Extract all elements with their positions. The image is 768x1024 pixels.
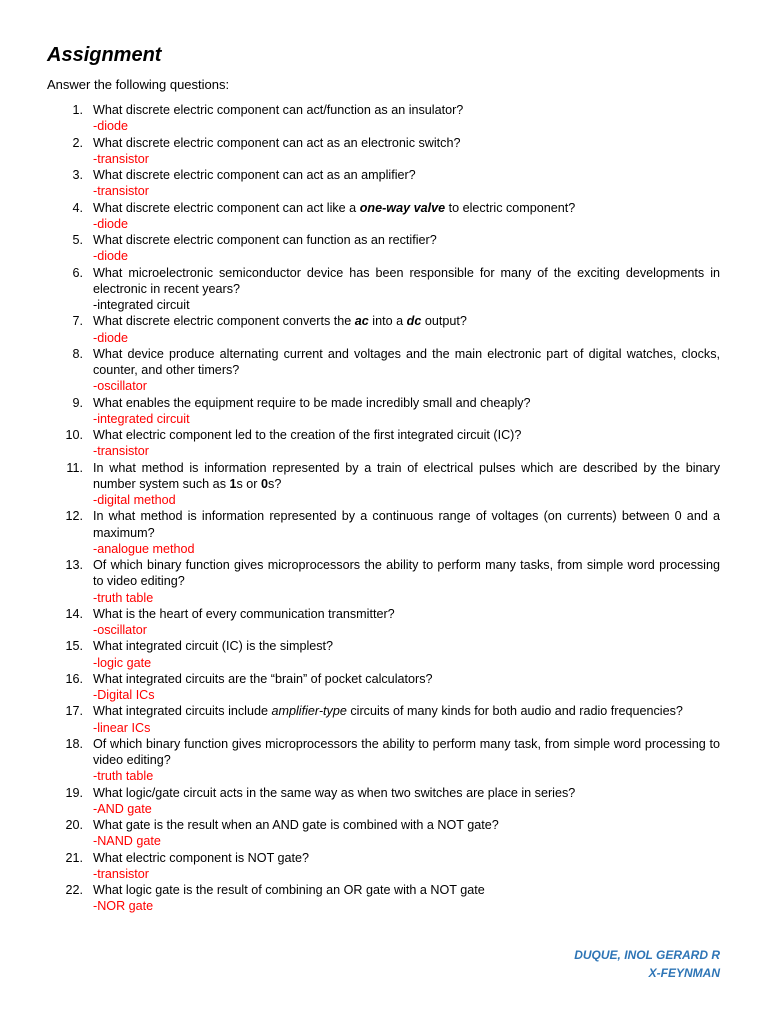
question-number: 1. <box>72 103 83 117</box>
question-text <box>93 167 720 183</box>
question-item <box>47 638 720 671</box>
question-item <box>47 346 720 395</box>
question-item <box>47 102 720 135</box>
question-text-run: output? <box>421 314 467 329</box>
answer-text: -truth table <box>93 769 154 784</box>
question-text <box>93 671 720 687</box>
question-text-run: What discrete electric component can act as an amplifier? <box>93 168 416 182</box>
question-text-run: What discrete electric component can function as an rectifier? <box>93 233 437 247</box>
question-text-run: What discrete electric component can act/function as an insulator? <box>93 103 464 117</box>
question-text <box>93 508 720 541</box>
question-number: 19. <box>65 785 83 800</box>
question-item <box>47 508 720 557</box>
question-text-run: What electric component led to the creation of the first integrated circuit (IC)? <box>93 428 522 442</box>
question-text <box>93 265 720 298</box>
student-section: X-FEYNMAN <box>648 966 720 980</box>
question-text-run: Of which binary function gives microprocessors the ability to perform many tasks, from simple word processing to video editing? <box>93 558 720 589</box>
question-number: 14. <box>65 606 83 621</box>
answer-text: -integrated circuit <box>93 411 190 426</box>
question-text-run: What device produce alternating current and voltages and the main electronic part of digital watches, clocks, counter, and other timers? <box>93 346 720 377</box>
question-item <box>47 135 720 168</box>
question-text-run: What enables the equipment require to be made incredibly small and cheaply? <box>93 395 531 410</box>
question-text-run: What integrated circuit (IC) is the simplest? <box>93 639 334 654</box>
question-text <box>93 606 720 622</box>
question-text-run: 0 <box>261 476 269 491</box>
answer-text: -Digital ICs <box>93 688 155 702</box>
answer-text: -diode <box>93 249 129 264</box>
question-text-run: What integrated circuits are the “brain” of pocket calculators? <box>93 671 433 686</box>
question-text-run: What discrete electric component can act like a <box>93 200 360 215</box>
question-text <box>93 346 720 379</box>
question-number: 18. <box>65 736 83 751</box>
answer-text: -transistor <box>93 151 149 166</box>
question-item <box>47 817 720 850</box>
question-number: 9. <box>72 395 83 410</box>
question-item <box>47 606 720 639</box>
answer-text: -NOR gate <box>93 899 154 914</box>
question-text-run: What is the heart of every communication transmitter? <box>93 606 395 621</box>
question-text-run: What gate is the result when an AND gate is combined with a NOT gate? <box>93 818 499 832</box>
question-item <box>47 671 720 704</box>
question-text-run: into a <box>368 314 407 329</box>
answer-text: -diode <box>93 330 129 345</box>
question-item <box>47 167 720 200</box>
question-number: 4. <box>72 200 83 215</box>
answer-text: -NAND gate <box>93 834 161 849</box>
question-number: 7. <box>72 314 83 329</box>
answer-text: -diode <box>93 119 129 134</box>
answer-text: -AND gate <box>93 801 152 816</box>
question-text-run: amplifier-type <box>271 704 347 719</box>
question-text <box>93 313 720 329</box>
question-number: 8. <box>72 346 83 361</box>
question-text <box>93 703 720 719</box>
question-item <box>47 460 720 509</box>
question-text <box>93 850 720 866</box>
question-text-run: In what method is information represented by a train of electrical pulses which are described by the binary number system such as <box>93 460 720 491</box>
question-item <box>47 200 720 233</box>
question-number: 2. <box>72 135 83 150</box>
question-text <box>93 736 720 769</box>
page-title: Assignment <box>47 44 162 66</box>
question-text <box>93 460 720 493</box>
question-text <box>93 817 720 833</box>
question-item <box>47 850 720 883</box>
question-number: 13. <box>65 558 83 572</box>
question-text <box>93 427 720 443</box>
question-text-run: dc <box>406 314 422 329</box>
question-number: 17. <box>65 704 83 719</box>
question-number: 5. <box>72 233 83 247</box>
question-item <box>47 785 720 818</box>
question-text-run: s or <box>236 476 261 491</box>
answer-text: -transistor <box>93 444 149 459</box>
student-name: DUQUE, INOL GERARD R <box>574 948 720 962</box>
question-text <box>93 135 720 151</box>
answer-text: -transistor <box>93 184 149 199</box>
answer-text: -linear ICs <box>93 720 151 735</box>
answer-text: -truth table <box>93 590 154 605</box>
question-list <box>47 102 720 915</box>
question-number: 16. <box>65 671 83 686</box>
question-item <box>47 703 720 736</box>
question-number: 3. <box>72 168 83 182</box>
answer-text: -diode <box>93 216 129 231</box>
answer-text: -logic gate <box>93 655 152 670</box>
question-text-run: circuits of many kinds for both audio and radio frequencies? <box>346 704 683 719</box>
question-number: 20. <box>65 818 83 832</box>
question-text <box>93 102 720 118</box>
question-text-run: What integrated circuits include <box>93 704 272 719</box>
question-number: 15. <box>65 639 83 654</box>
question-text-run: What logic gate is the result of combining an OR gate with a NOT gate <box>93 883 485 897</box>
question-text <box>93 882 720 898</box>
question-text-run: to electric component? <box>445 200 576 215</box>
answer-text: -transistor <box>93 866 149 881</box>
question-text <box>93 200 720 216</box>
question-number: 22. <box>65 883 83 897</box>
question-item <box>47 882 720 915</box>
question-item <box>47 313 720 346</box>
question-number: 21. <box>65 850 83 865</box>
question-text-run: 1 <box>229 476 237 491</box>
question-text-run: What logic/gate circuit acts in the same way as when two switches are place in series? <box>93 785 576 800</box>
question-number: 6. <box>72 265 83 280</box>
question-text-run: What electric component is NOT gate? <box>93 850 310 865</box>
question-text-run: ac <box>354 314 369 329</box>
question-text <box>93 232 720 248</box>
question-item <box>47 736 720 785</box>
question-item <box>47 395 720 428</box>
question-text-run: What discrete electric component can act as an electronic switch? <box>93 135 461 150</box>
question-number: 10. <box>65 428 83 442</box>
question-text-run: one-way valve <box>359 200 446 215</box>
question-text <box>93 785 720 801</box>
question-text <box>93 395 720 411</box>
question-number: 11. <box>66 460 83 475</box>
signature-block <box>574 946 720 982</box>
question-text <box>93 638 720 654</box>
answer-text: -integrated circuit <box>93 298 190 312</box>
question-item <box>47 557 720 606</box>
answer-text: -oscillator <box>93 623 147 637</box>
question-text-run: Of which binary function gives microprocessors the ability to perform many task, from simple word processing to video editing? <box>93 736 720 767</box>
answer-text: -oscillator <box>93 379 147 394</box>
question-text-run: What discrete electric component converts the <box>93 314 355 329</box>
question-text <box>93 557 720 590</box>
answer-text: -digital method <box>93 493 176 507</box>
question-item <box>47 265 720 314</box>
question-item <box>47 427 720 460</box>
question-text-run: In what method is information represented by a continuous range of voltages (on currents) between 0 and a maximum? <box>93 509 720 540</box>
answer-text: -analogue method <box>93 541 195 556</box>
question-number: 12. <box>65 509 83 524</box>
question-text-run: What microelectronic semiconductor device has been responsible for many of the exciting developments in electronic in recent years? <box>93 265 720 296</box>
question-item <box>47 232 720 265</box>
instructions: Answer the following questions: <box>47 77 230 92</box>
question-text-run: s? <box>268 476 282 491</box>
